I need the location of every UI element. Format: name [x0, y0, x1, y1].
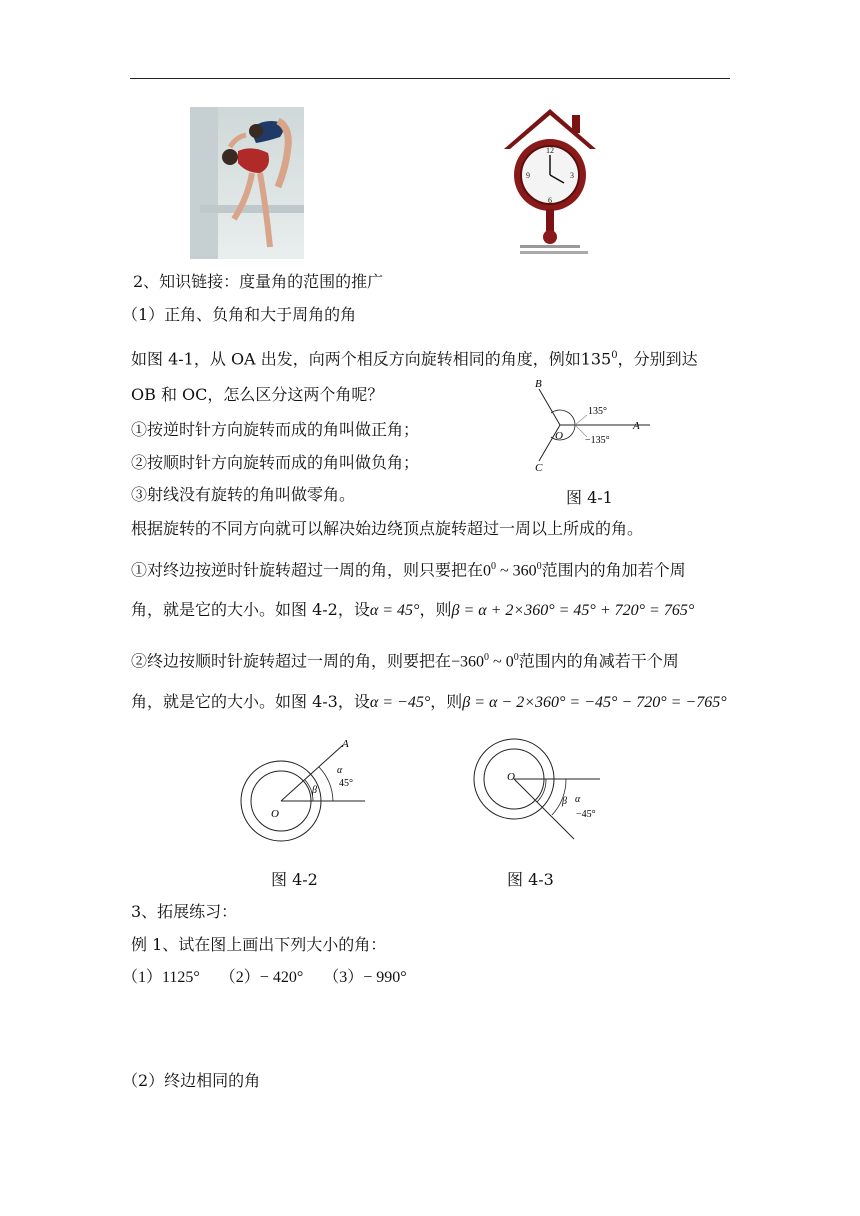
superscript: 0	[491, 561, 497, 572]
rule-negative-angle: ②按顺时针方向旋转而成的角叫做负角；	[131, 453, 420, 472]
fig41-positive-angle: 135°	[588, 406, 607, 417]
pendulum-clock-photo	[500, 105, 600, 260]
svg-text:3: 3	[570, 171, 574, 180]
diver-photo	[190, 107, 304, 259]
fig42-angle: 45°	[339, 778, 353, 789]
fig43-label-o: O	[507, 771, 515, 783]
math-text: −360	[451, 653, 485, 671]
fig43-label-alpha: α	[575, 794, 581, 805]
math-formula: β = α − 2×360° = −45° − 720° = −765°	[462, 694, 727, 711]
section-2-heading: 2、知识链接：度量角的范围的推广	[133, 272, 384, 291]
paragraph-text: 角，就是它的大小。如图 4-3，设	[131, 692, 370, 711]
superscript: 0	[513, 652, 519, 663]
fig41-label-c: C	[535, 462, 543, 474]
case-2-line-1	[131, 648, 679, 672]
fig41-label-b: B	[535, 378, 542, 390]
figure-4-3-caption: 图 4-3	[507, 870, 554, 889]
paragraph-line: 根据旋转的不同方向就可以解决始边绕顶点旋转超过一周以上所成的角。	[131, 519, 644, 538]
rule-zero-angle: ③射线没有旋转的角叫做零角。	[131, 485, 356, 504]
math-formula: α = −45°	[369, 694, 431, 711]
paragraph-text: 范围内的角加若个周	[541, 560, 686, 580]
paragraph-text: ，分别到达	[617, 349, 698, 369]
exercise-items: （1）1125° （2）− 420° （3）− 990°	[122, 969, 407, 986]
paragraph-text: ②终边按顺时针旋转超过一周的角，则要把在	[131, 651, 452, 671]
paragraph-text: 如图 4-1，从 OA 出发，向两个相反方向旋转相同的角度，例如135	[131, 349, 612, 369]
fig42-label-alpha: α	[337, 765, 343, 776]
section-3-heading: 3、拓展练习：	[131, 902, 238, 921]
fig41-label-a: A	[633, 420, 640, 432]
fig42-label-a: A	[342, 738, 349, 750]
paragraph-text: ，则	[419, 600, 452, 619]
paragraph-text: ①对终边按逆时针旋转超过一周的角，则只要把在	[131, 560, 484, 580]
svg-text:6: 6	[548, 196, 552, 205]
subsection-1-title: （1）正角、负角和大于周角的角	[122, 305, 357, 324]
math-formula: α = 45°	[369, 602, 420, 619]
fig42-label-beta: β	[312, 785, 317, 796]
math-text: 0	[483, 562, 492, 580]
svg-text:9: 9	[526, 171, 530, 180]
paragraph-line: OB 和 OC，怎么区分这两个角呢？	[131, 385, 384, 404]
math-text: ~ 0	[489, 653, 514, 671]
figure-4-2-caption: 图 4-2	[271, 870, 318, 889]
figure-4-1	[525, 375, 665, 475]
figure-4-1-caption: 图 4-1	[566, 488, 613, 507]
math-formula: β = α + 2×360° = 45° + 720° = 765°	[451, 602, 695, 619]
paragraph-text: ，则	[430, 692, 463, 711]
superscript: 0	[611, 350, 618, 361]
svg-text:12: 12	[546, 146, 554, 155]
superscript: 0	[484, 652, 490, 663]
fig43-label-beta: β	[562, 796, 567, 807]
paragraph-text: 角，就是它的大小。如图 4-2，设	[131, 600, 370, 619]
case-1-line-1	[131, 557, 686, 581]
case-1-line-2	[131, 600, 694, 621]
figure-4-2	[235, 735, 375, 845]
paragraph-text: 范围内的角减若干个周	[518, 651, 679, 671]
subsection-2-title: （2）终边相同的角	[122, 1071, 261, 1090]
fig41-negative-angle: −135°	[585, 435, 610, 446]
figure-4-3	[470, 735, 610, 845]
example-1: 例 1、试在图上画出下列大小的角：	[131, 935, 387, 954]
fig43-angle: −45°	[576, 809, 596, 820]
paragraph-line	[131, 346, 698, 369]
superscript: 0	[536, 561, 542, 572]
case-2-line-2	[131, 692, 727, 713]
fig41-label-o: O	[555, 430, 563, 442]
header-rule	[130, 78, 730, 79]
fig42-label-o: O	[271, 808, 279, 820]
math-text: ~ 360	[496, 562, 537, 580]
rule-positive-angle: ①按逆时针方向旋转而成的角叫做正角；	[131, 420, 420, 439]
